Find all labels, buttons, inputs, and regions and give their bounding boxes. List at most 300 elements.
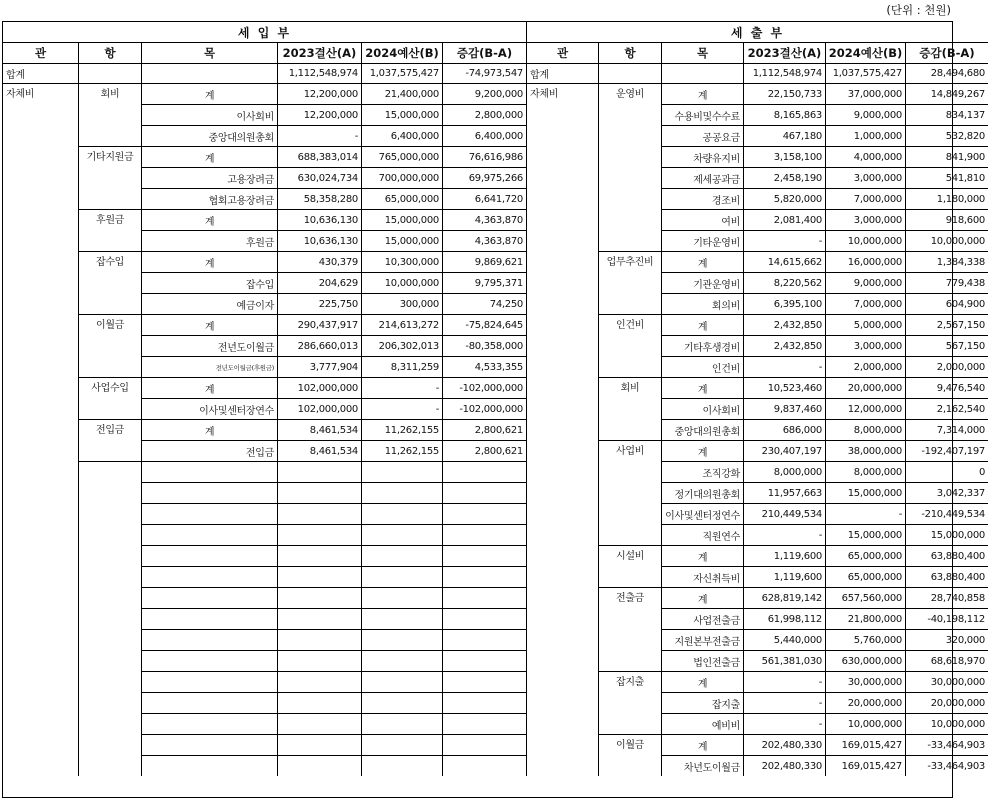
income-hang: 후원금 — [78, 209, 141, 251]
income-total-a: 1,112,548,974 — [277, 63, 361, 83]
expense-value-a: 230,407,197 — [743, 440, 825, 461]
income-total-hang — [78, 63, 141, 83]
income-value-a: 8,461,534 — [277, 419, 361, 440]
expense-value-b: - — [825, 503, 905, 524]
expense-hang: 전출금 — [598, 587, 661, 671]
income-value-b: 15,000,000 — [361, 209, 442, 230]
expense-value-a: 5,820,000 — [743, 188, 825, 209]
expense-total-d: 28,494,680 — [905, 63, 988, 83]
expense-value-b: 169,015,427 — [825, 734, 905, 755]
expense-value-a: 2,432,850 — [743, 314, 825, 335]
expense-mok: 직원연수 — [661, 524, 743, 545]
income-empty-value-a — [277, 629, 361, 650]
income-value-b: 8,311,259 — [361, 356, 442, 377]
income-value-d: 6,400,000 — [442, 125, 526, 146]
income-empty-value-a — [277, 671, 361, 692]
expense-mok: 계 — [661, 545, 743, 566]
expense-value-d: 2,567,150 — [905, 314, 988, 335]
income-value-d: 2,800,000 — [442, 104, 526, 125]
expense-total-label: 합계 — [526, 63, 598, 83]
income-value-a: 8,461,534 — [277, 440, 361, 461]
expense-value-b: 20,000,000 — [825, 692, 905, 713]
expense-value-b: 16,000,000 — [825, 251, 905, 272]
expense-value-d: 20,000,000 — [905, 692, 988, 713]
expense-value-d: 918,600 — [905, 209, 988, 230]
income-empty-value-b — [361, 608, 442, 629]
expense-hang: 회비 — [598, 377, 661, 440]
income-mok: 계 — [141, 419, 277, 440]
income-empty-value-d — [442, 524, 526, 545]
income-value-d: 2,800,621 — [442, 419, 526, 440]
expense-header-3: 2023결산(A) — [743, 42, 825, 63]
expense-mok: 제세공과금 — [661, 167, 743, 188]
income-value-a: 102,000,000 — [277, 398, 361, 419]
income-empty-value-d — [442, 587, 526, 608]
income-empty-value-d — [442, 671, 526, 692]
expense-mok: 차량유지비 — [661, 146, 743, 167]
expense-value-a: - — [743, 671, 825, 692]
income-mok: 계 — [141, 314, 277, 335]
income-value-d: 69,975,266 — [442, 167, 526, 188]
expense-value-a: 9,837,460 — [743, 398, 825, 419]
expense-mok: 경조비 — [661, 188, 743, 209]
expense-value-d: 1,384,338 — [905, 251, 988, 272]
income-value-d: 4,363,870 — [442, 230, 526, 251]
income-value-d: 6,641,720 — [442, 188, 526, 209]
expense-value-a: 561,381,030 — [743, 650, 825, 671]
income-value-b: - — [361, 398, 442, 419]
income-gwan: 자체비 — [3, 83, 78, 776]
expense-value-d: 2,162,540 — [905, 398, 988, 419]
expense-value-d: 15,000,000 — [905, 524, 988, 545]
expense-value-b: 657,560,000 — [825, 587, 905, 608]
income-hang: 사업수입 — [78, 377, 141, 419]
expense-value-a: 1,119,600 — [743, 566, 825, 587]
expense-value-d: 604,900 — [905, 293, 988, 314]
income-empty-value-d — [442, 629, 526, 650]
income-mok: 계 — [141, 83, 277, 104]
income-value-b: 214,613,272 — [361, 314, 442, 335]
expense-value-a: 467,180 — [743, 125, 825, 146]
income-empty-value-a — [277, 734, 361, 755]
income-hang-empty — [78, 461, 141, 776]
expense-mok: 계 — [661, 83, 743, 104]
income-value-b: 11,262,155 — [361, 419, 442, 440]
expense-value-a: - — [743, 524, 825, 545]
income-empty-value-b — [361, 566, 442, 587]
income-value-b: 6,400,000 — [361, 125, 442, 146]
income-empty-value-b — [361, 524, 442, 545]
income-value-b: 65,000,000 — [361, 188, 442, 209]
income-mok: 중앙대의원총회 — [141, 125, 277, 146]
income-empty-value-d — [442, 692, 526, 713]
expense-value-b: 8,000,000 — [825, 419, 905, 440]
expense-value-b: 3,000,000 — [825, 167, 905, 188]
income-value-d: 9,200,000 — [442, 83, 526, 104]
expense-value-d: -33,464,903 — [905, 734, 988, 755]
income-empty-value-a — [277, 461, 361, 482]
expense-header-5: 증감(B-A) — [905, 42, 988, 63]
expense-mok: 조직강화 — [661, 461, 743, 482]
income-empty-value-b — [361, 755, 442, 776]
income-value-a: 286,660,013 — [277, 335, 361, 356]
expense-hang: 인건비 — [598, 314, 661, 377]
expense-value-d: 10,000,000 — [905, 713, 988, 734]
expense-value-b: 1,000,000 — [825, 125, 905, 146]
income-empty-value-b — [361, 545, 442, 566]
expense-value-d: 7,314,000 — [905, 419, 988, 440]
expense-value-a: 628,819,142 — [743, 587, 825, 608]
expense-value-a: 8,000,000 — [743, 461, 825, 482]
expense-mok: 정기대의원총회 — [661, 482, 743, 503]
expense-value-b: 5,760,000 — [825, 629, 905, 650]
expense-mok: 기타후생경비 — [661, 335, 743, 356]
income-empty-mok — [141, 713, 277, 734]
expense-total-a: 1,112,548,974 — [743, 63, 825, 83]
income-value-b: 300,000 — [361, 293, 442, 314]
expense-value-b: 7,000,000 — [825, 188, 905, 209]
income-value-a: 10,636,130 — [277, 230, 361, 251]
expense-value-d: 30,000,000 — [905, 671, 988, 692]
income-value-a: 225,750 — [277, 293, 361, 314]
income-mok: 계 — [141, 251, 277, 272]
income-total-label: 합계 — [3, 63, 78, 83]
expense-value-a: - — [743, 713, 825, 734]
income-header-3: 2023결산(A) — [277, 42, 361, 63]
income-value-d: 74,250 — [442, 293, 526, 314]
income-mok: 계 — [141, 146, 277, 167]
income-mok: 후원금 — [141, 230, 277, 251]
income-value-a: 3,777,904 — [277, 356, 361, 377]
expense-value-b: 3,000,000 — [825, 209, 905, 230]
income-value-a: 630,024,734 — [277, 167, 361, 188]
income-empty-value-b — [361, 587, 442, 608]
income-mok: 전년도이월금 — [141, 335, 277, 356]
expense-value-b: 5,000,000 — [825, 314, 905, 335]
income-mok: 계 — [141, 377, 277, 398]
income-value-d: 9,869,621 — [442, 251, 526, 272]
income-hang: 이월금 — [78, 314, 141, 377]
expense-gwan: 자체비 — [526, 83, 598, 776]
expense-value-a: 202,480,330 — [743, 755, 825, 776]
income-mok: 협회고용장려금 — [141, 188, 277, 209]
expense-hang: 운영비 — [598, 83, 661, 251]
expense-value-d: 68,618,970 — [905, 650, 988, 671]
income-value-a: 430,379 — [277, 251, 361, 272]
income-header-4: 2024예산(B) — [361, 42, 442, 63]
expense-value-d: 63,880,400 — [905, 566, 988, 587]
income-empty-mok — [141, 587, 277, 608]
income-value-a: 10,636,130 — [277, 209, 361, 230]
expense-value-d: 834,137 — [905, 104, 988, 125]
income-mok: 잡수입 — [141, 272, 277, 293]
income-value-d: -102,000,000 — [442, 377, 526, 398]
expense-mok: 예비비 — [661, 713, 743, 734]
income-value-a: 12,200,000 — [277, 104, 361, 125]
income-empty-value-b — [361, 650, 442, 671]
expense-value-a: 2,432,850 — [743, 335, 825, 356]
expense-value-d: 779,438 — [905, 272, 988, 293]
expense-value-a: 3,158,100 — [743, 146, 825, 167]
expense-total-hang — [598, 63, 661, 83]
expense-mok: 법인전출금 — [661, 650, 743, 671]
income-empty-value-d — [442, 566, 526, 587]
income-value-b: 700,000,000 — [361, 167, 442, 188]
expense-value-d: 320,000 — [905, 629, 988, 650]
budget-table — [2, 21, 985, 798]
expense-value-d: 28,740,858 — [905, 587, 988, 608]
income-empty-value-b — [361, 461, 442, 482]
income-total-mok — [141, 63, 277, 83]
income-mok: 예금이자 — [141, 293, 277, 314]
income-empty-mok — [141, 629, 277, 650]
income-empty-value-a — [277, 482, 361, 503]
expense-value-b: 7,000,000 — [825, 293, 905, 314]
expense-value-d: -33,464,903 — [905, 755, 988, 776]
expense-value-b: 2,000,000 — [825, 356, 905, 377]
expense-mok: 기관운영비 — [661, 272, 743, 293]
expense-value-d: 841,900 — [905, 146, 988, 167]
expense-value-d: 10,000,000 — [905, 230, 988, 251]
income-value-a: 58,358,280 — [277, 188, 361, 209]
income-empty-value-a — [277, 566, 361, 587]
unit-note: (단위 : 천원) — [886, 3, 951, 17]
income-empty-value-a — [277, 524, 361, 545]
income-value-a: 12,200,000 — [277, 83, 361, 104]
expense-value-b: 12,000,000 — [825, 398, 905, 419]
income-total-b: 1,037,575,427 — [361, 63, 442, 83]
expense-mok: 수용비및수수료 — [661, 104, 743, 125]
expense-mok: 이사및센터정연수 — [661, 503, 743, 524]
income-empty-mok — [141, 482, 277, 503]
income-hang: 잡수입 — [78, 251, 141, 314]
expense-value-b: 8,000,000 — [825, 461, 905, 482]
income-value-d: 9,795,371 — [442, 272, 526, 293]
expense-mok: 인건비 — [661, 356, 743, 377]
expense-value-b: 21,800,000 — [825, 608, 905, 629]
income-header-5: 증감(B-A) — [442, 42, 526, 63]
income-empty-value-d — [442, 503, 526, 524]
expense-hang: 사업비 — [598, 440, 661, 545]
income-empty-value-a — [277, 545, 361, 566]
income-empty-mok — [141, 692, 277, 713]
expense-mok: 기타운영비 — [661, 230, 743, 251]
income-value-b: - — [361, 377, 442, 398]
income-value-d: 4,533,355 — [442, 356, 526, 377]
expense-value-d: 63,880,400 — [905, 545, 988, 566]
income-empty-mok — [141, 755, 277, 776]
expense-value-a: 22,150,733 — [743, 83, 825, 104]
income-empty-mok — [141, 671, 277, 692]
expense-mok: 계 — [661, 440, 743, 461]
expense-value-a: 210,449,534 — [743, 503, 825, 524]
income-mok: 이사및센터장연수 — [141, 398, 277, 419]
expense-value-b: 65,000,000 — [825, 566, 905, 587]
expense-value-d: 0 — [905, 461, 988, 482]
expense-value-a: 686,000 — [743, 419, 825, 440]
income-empty-value-d — [442, 545, 526, 566]
income-value-b: 765,000,000 — [361, 146, 442, 167]
expense-mok: 여비 — [661, 209, 743, 230]
income-section-title: 세 입 부 — [237, 25, 292, 40]
expense-value-d: 1,180,000 — [905, 188, 988, 209]
income-empty-mok — [141, 650, 277, 671]
income-value-b: 21,400,000 — [361, 83, 442, 104]
income-empty-mok — [141, 545, 277, 566]
expense-value-d: -40,198,112 — [905, 608, 988, 629]
expense-header-0: 관 — [526, 42, 598, 63]
expense-value-a: 6,395,100 — [743, 293, 825, 314]
expense-value-a: 8,165,863 — [743, 104, 825, 125]
expense-hang: 이월금 — [598, 734, 661, 776]
income-value-a: 102,000,000 — [277, 377, 361, 398]
expense-value-d: 9,476,540 — [905, 377, 988, 398]
income-empty-value-a — [277, 713, 361, 734]
expense-value-a: - — [743, 692, 825, 713]
expense-header-1: 항 — [598, 42, 661, 63]
income-value-b: 10,300,000 — [361, 251, 442, 272]
expense-value-d: 541,810 — [905, 167, 988, 188]
expense-value-a: 11,957,663 — [743, 482, 825, 503]
expense-value-b: 37,000,000 — [825, 83, 905, 104]
income-mok: 계 — [141, 209, 277, 230]
expense-value-b: 169,015,427 — [825, 755, 905, 776]
income-empty-value-b — [361, 713, 442, 734]
income-value-d: 76,616,986 — [442, 146, 526, 167]
expense-value-a: 2,458,190 — [743, 167, 825, 188]
income-header-0: 관 — [3, 42, 78, 63]
expense-value-d: 2,000,000 — [905, 356, 988, 377]
expense-hang: 시설비 — [598, 545, 661, 587]
income-empty-value-b — [361, 671, 442, 692]
expense-header-4: 2024예산(B) — [825, 42, 905, 63]
income-empty-mok — [141, 608, 277, 629]
expense-mok: 계 — [661, 251, 743, 272]
expense-mok: 계 — [661, 377, 743, 398]
expense-value-d: -192,407,197 — [905, 440, 988, 461]
income-empty-value-d — [442, 755, 526, 776]
expense-mok: 지원본부전출금 — [661, 629, 743, 650]
expense-value-b: 30,000,000 — [825, 671, 905, 692]
income-empty-mok — [141, 461, 277, 482]
expense-mok: 이사회비 — [661, 398, 743, 419]
expense-value-b: 65,000,000 — [825, 545, 905, 566]
expense-value-a: 10,523,460 — [743, 377, 825, 398]
expense-value-b: 4,000,000 — [825, 146, 905, 167]
income-value-b: 15,000,000 — [361, 230, 442, 251]
income-mok: 전입금 — [141, 440, 277, 461]
expense-value-b: 10,000,000 — [825, 713, 905, 734]
expense-total-mok — [661, 63, 743, 83]
income-mok: 고용장려금 — [141, 167, 277, 188]
income-empty-mok — [141, 503, 277, 524]
income-value-b: 10,000,000 — [361, 272, 442, 293]
expense-mok: 자신취득비 — [661, 566, 743, 587]
income-hang: 기타지원금 — [78, 146, 141, 209]
income-empty-value-d — [442, 608, 526, 629]
income-empty-value-b — [361, 692, 442, 713]
expense-value-a: 8,220,562 — [743, 272, 825, 293]
expense-value-a: 2,081,400 — [743, 209, 825, 230]
expense-section-title: 세 출 부 — [526, 22, 988, 42]
income-header-2: 목 — [141, 42, 277, 63]
income-empty-value-b — [361, 503, 442, 524]
expense-value-d: 14,849,267 — [905, 83, 988, 104]
expense-value-a: 202,480,330 — [743, 734, 825, 755]
income-value-d: -75,824,645 — [442, 314, 526, 335]
expense-value-d: 3,042,337 — [905, 482, 988, 503]
expense-total-b: 1,037,575,427 — [825, 63, 905, 83]
income-value-a: - — [277, 125, 361, 146]
expense-value-a: 14,615,662 — [743, 251, 825, 272]
income-empty-value-b — [361, 629, 442, 650]
income-value-d: 4,363,870 — [442, 209, 526, 230]
income-empty-value-a — [277, 650, 361, 671]
expense-hang: 잡지출 — [598, 671, 661, 734]
income-value-b: 15,000,000 — [361, 104, 442, 125]
expense-mok: 사업전출금 — [661, 608, 743, 629]
expense-mok: 회의비 — [661, 293, 743, 314]
income-value-d: -102,000,000 — [442, 398, 526, 419]
expense-hang: 업무추진비 — [598, 251, 661, 314]
income-header-1: 항 — [78, 42, 141, 63]
income-value-b: 206,302,013 — [361, 335, 442, 356]
income-value-a: 204,629 — [277, 272, 361, 293]
expense-value-a: 1,119,600 — [743, 545, 825, 566]
expense-mok: 계 — [661, 587, 743, 608]
income-value-a: 688,383,014 — [277, 146, 361, 167]
expense-value-a: - — [743, 356, 825, 377]
income-empty-value-a — [277, 692, 361, 713]
expense-value-b: 9,000,000 — [825, 104, 905, 125]
income-mok: 전년도이월금(후원금) — [141, 356, 277, 377]
income-empty-mok — [141, 734, 277, 755]
expense-value-b: 9,000,000 — [825, 272, 905, 293]
expense-header-2: 목 — [661, 42, 743, 63]
income-empty-value-d — [442, 713, 526, 734]
expense-value-b: 38,000,000 — [825, 440, 905, 461]
income-empty-value-d — [442, 461, 526, 482]
income-empty-value-d — [442, 482, 526, 503]
expense-mok: 계 — [661, 314, 743, 335]
income-empty-value-a — [277, 608, 361, 629]
expense-value-b: 20,000,000 — [825, 377, 905, 398]
expense-mok: 차년도이월금 — [661, 755, 743, 776]
income-total-d: -74,973,547 — [442, 63, 526, 83]
income-hang: 전입금 — [78, 419, 141, 461]
expense-value-b: 15,000,000 — [825, 524, 905, 545]
income-value-a: 290,437,917 — [277, 314, 361, 335]
expense-value-d: 532,820 — [905, 125, 988, 146]
expense-mok: 잡지출 — [661, 692, 743, 713]
income-mok: 이사회비 — [141, 104, 277, 125]
income-value-d: 2,800,621 — [442, 440, 526, 461]
expense-mok: 공공요금 — [661, 125, 743, 146]
income-empty-value-d — [442, 650, 526, 671]
income-empty-mok — [141, 524, 277, 545]
expense-value-b: 15,000,000 — [825, 482, 905, 503]
expense-value-a: - — [743, 230, 825, 251]
expense-value-d: -210,449,534 — [905, 503, 988, 524]
expense-value-b: 3,000,000 — [825, 335, 905, 356]
income-empty-value-d — [442, 734, 526, 755]
income-empty-value-b — [361, 734, 442, 755]
income-empty-value-a — [277, 755, 361, 776]
expense-value-d: 567,150 — [905, 335, 988, 356]
income-empty-value-a — [277, 503, 361, 524]
expense-value-b: 630,000,000 — [825, 650, 905, 671]
expense-mok: 중앙대의원총회 — [661, 419, 743, 440]
